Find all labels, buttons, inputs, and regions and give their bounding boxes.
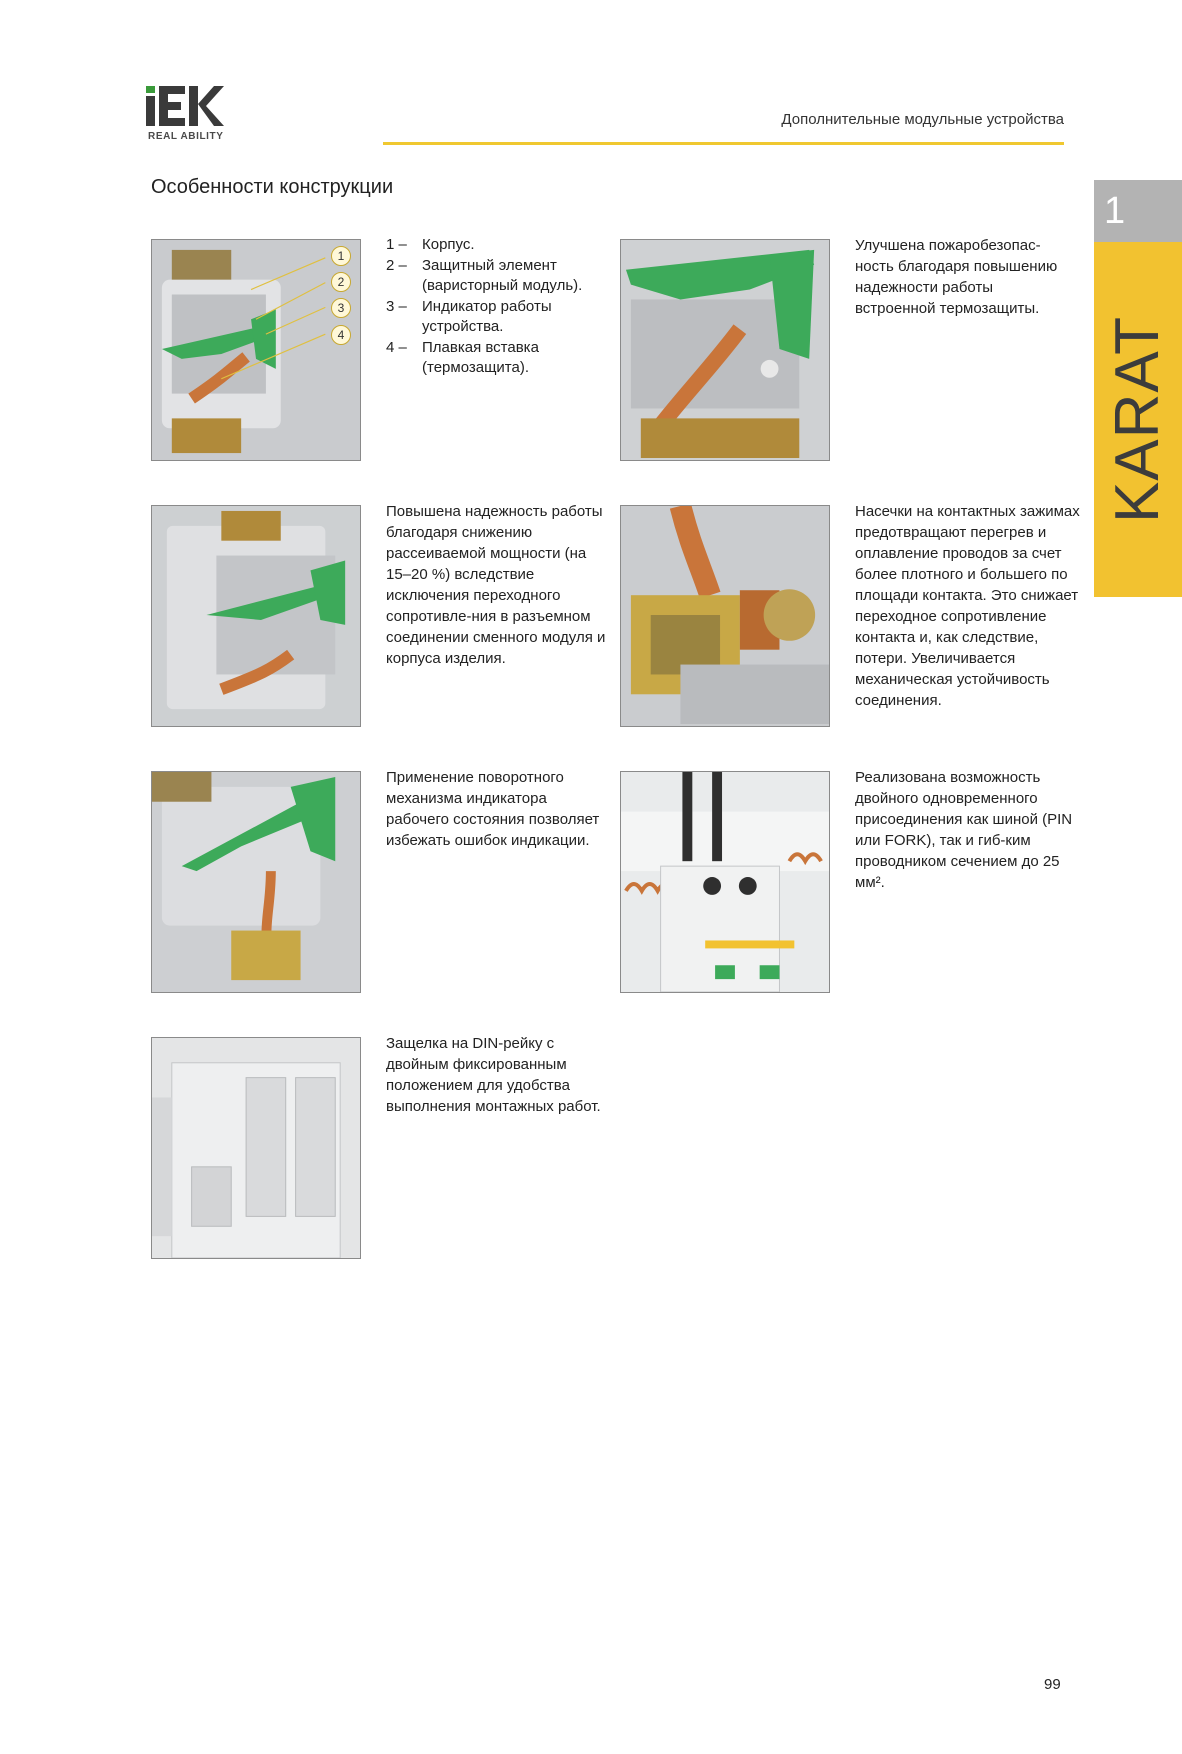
callout-3: 3 <box>331 298 351 318</box>
photo-busbar-connection <box>620 771 830 993</box>
side-tab-label <box>1094 242 1182 597</box>
feature-text-busbar: Реализована возможность двойного одновременного присоединения как шиной (PIN или FORK), так и гиб-ким проводником сечением до 25 мм². <box>855 769 1073 891</box>
photo-device-cutaway <box>151 239 361 461</box>
header-title: Дополнительные модульные устройства <box>781 111 1064 128</box>
iek-logo <box>146 86 246 146</box>
page-heading: Особенности конструкции <box>151 176 394 198</box>
legend-item: 3 – Индикатор работы устройства. <box>386 297 552 335</box>
feature-text-din-latch: Защелка на DIN-рейку с двойным фиксированным положением для удобства выполнения монтажных работ. <box>386 1035 601 1115</box>
iek-logo-mark <box>146 86 224 126</box>
feature-text-clamp-notches: Насечки на контактных зажимах предотвращают перегрев и оплавление проводов за счет более плотного и большего по площади контакта. Это снижает переходное сопротивление контакта и, как следствие, потери. Увеличивается механическая устойчивость соединения. <box>855 503 1080 709</box>
photo-rotary-indicator <box>151 771 361 993</box>
page-number: 99 <box>1044 1676 1061 1693</box>
callout-1: 1 <box>331 246 351 266</box>
header-rule <box>383 142 1064 145</box>
feature-text-thermal: Улучшена пожаробезопас-ность благодаря повышению надежности работы встроенной термозащиты. <box>855 237 1058 317</box>
photo-thermal-protection <box>620 239 830 461</box>
photo-terminal-clamp <box>620 505 830 727</box>
logo-tagline: REAL ABILITY <box>148 131 224 142</box>
photo-din-rail-latch <box>151 1037 361 1259</box>
feature-text-power-loss: Повышена надежность работы благодаря снижению рассеиваемой мощности (на 15–20 %) вследствие исключения переходного сопротивле-ния в разъемном соединении сменного модуля и корпуса изделия. <box>386 503 606 667</box>
legend-item: 2 – Защитный элемент (варисторный модуль). <box>386 256 583 294</box>
side-tab-label-text: KARAT <box>1103 315 1173 524</box>
callout-2: 2 <box>331 272 351 292</box>
photo-module-connection <box>151 505 361 727</box>
feature-text-rotary-indicator: Применение поворотного механизма индикатора рабочего состояния позволяет избежать ошибок индикации. <box>386 769 600 849</box>
side-tab-number: 1 <box>1094 180 1182 242</box>
legend-item: 1 – Корпус. <box>386 236 475 253</box>
parts-legend <box>386 235 601 379</box>
legend-item: 4 – Плавкая вставка (термозащита). <box>386 338 539 376</box>
callout-4: 4 <box>331 325 351 345</box>
